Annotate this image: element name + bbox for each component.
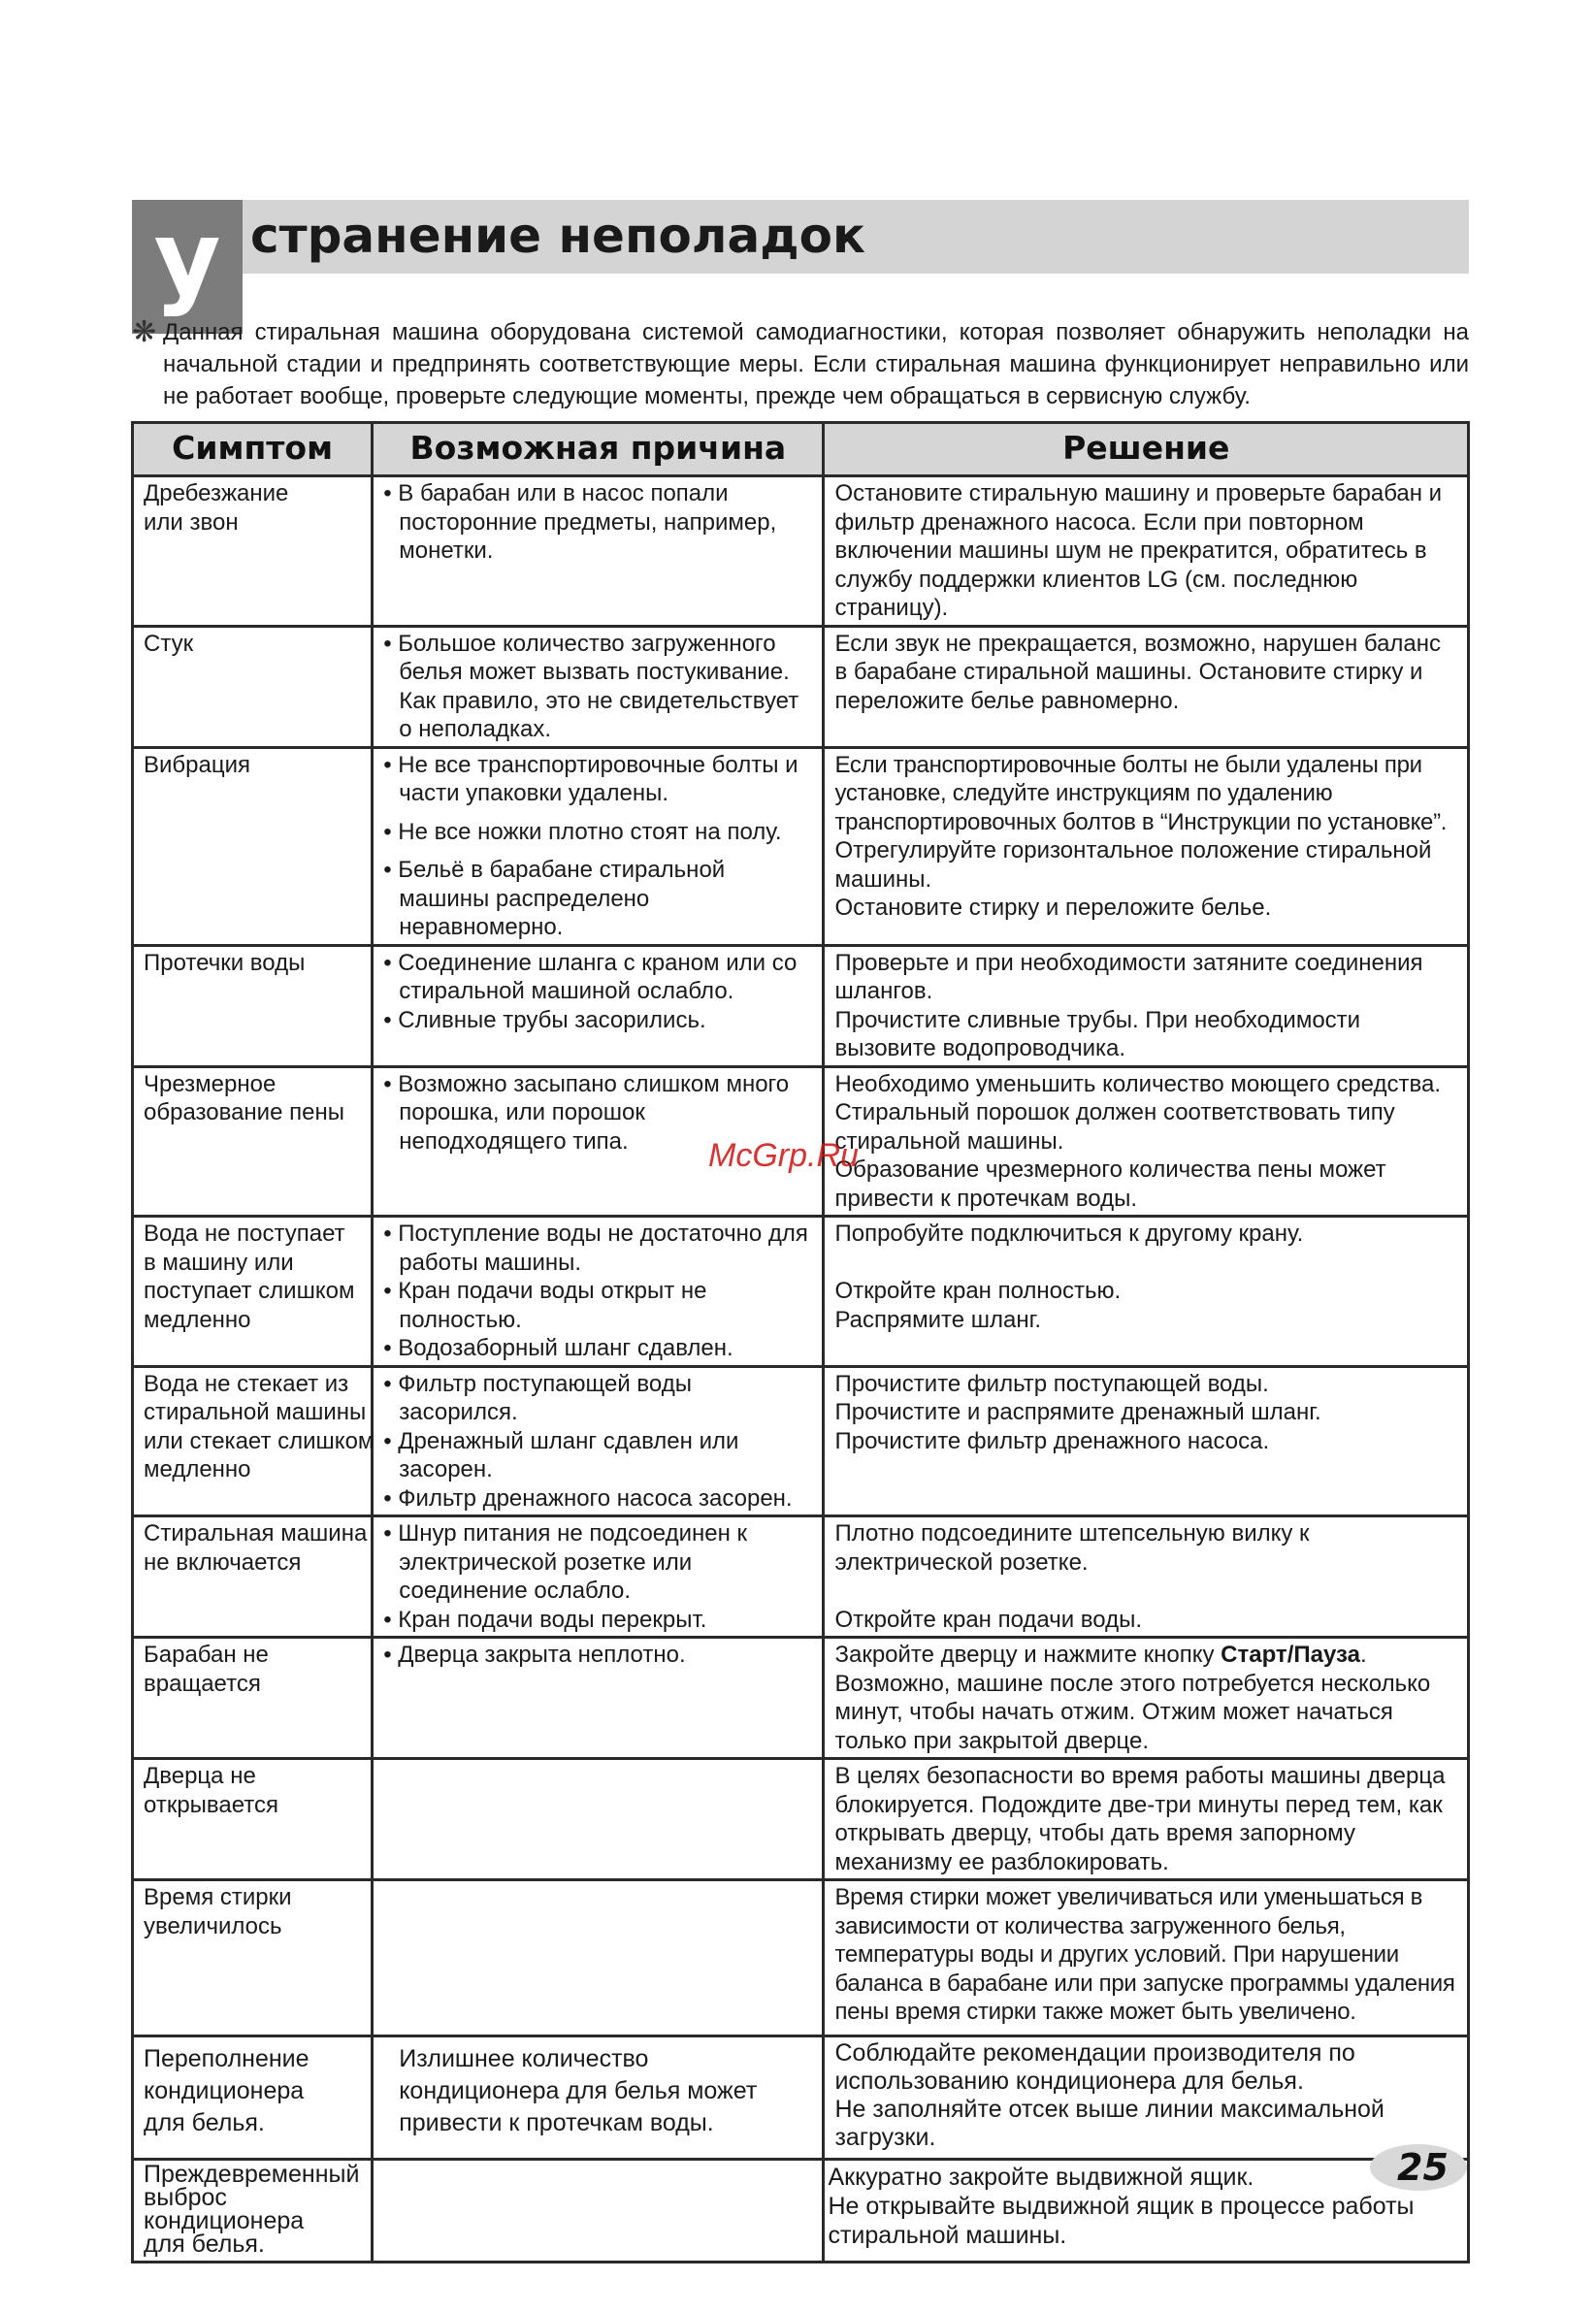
cause-cell	[373, 1217, 824, 1367]
symptom-text: Стук	[144, 630, 194, 657]
table-row	[133, 1759, 1469, 1880]
symptom-text: выброс	[144, 2184, 227, 2211]
solution-cell	[824, 476, 1469, 627]
table-row	[133, 1880, 1469, 2036]
table-row	[133, 747, 1469, 945]
cause-item: • Шнур питания не подсоединен к электрической розетке или соединение ослабло.	[383, 1520, 748, 1604]
cause-item: • Дренажный шланг сдавлен или засорен.	[383, 1427, 739, 1482]
symptom-cell	[133, 1759, 373, 1880]
symptom-text: в машину или	[144, 1249, 294, 1276]
symptom-text: Время стирки	[144, 1884, 292, 1910]
symptom-cell	[133, 1516, 373, 1638]
solution-text: Не открывайте выдвижной ящик в процессе работы стиральной машины.	[828, 2193, 1415, 2249]
intro-note	[132, 316, 1469, 412]
symptom-text: для белья.	[144, 2231, 265, 2258]
symptom-text: поступает слишком	[144, 1278, 355, 1304]
start-pause-label: Старт/Пауза	[1221, 1642, 1360, 1668]
solution-text: Время стирки может увеличиваться или уменьшаться в зависимости от количества загруженного белья, температуры воды и других условий. При нарушении баланса в барабане или при запуске программы удаления пены время стирки также может быть увеличено.	[834, 1884, 1455, 2025]
solution-text: В целях безопасности во время работы машины дверца блокируется. Подождите две-три минуты перед тем, как открывать дверцу, чтобы дать время запорному механизму ее разблокировать.	[834, 1763, 1446, 1875]
cause-cell	[373, 1516, 824, 1638]
symptom-text: Чрезмерное	[144, 1070, 277, 1097]
symptom-cell	[133, 1638, 373, 1759]
symptom-text: вращается	[144, 1670, 261, 1697]
solution-text: Попробуйте подключиться к другому крану.	[834, 1221, 1304, 1247]
cause-item: • Поступление воды не достаточно для работы машины.	[383, 1221, 808, 1276]
cause-item: • Фильтр поступающей воды засорился.	[383, 1370, 692, 1425]
solution-text: Не заполняйте отсек выше линии максимальной загрузки.	[834, 2096, 1384, 2151]
solution-text: Необходимо уменьшить количество моющего средства. Стиральный порошок должен соответствовать типу стиральной машины.	[834, 1070, 1441, 1155]
cause-item: • Сливные трубы засорились.	[383, 1006, 706, 1033]
symptom-text: Стиральная машина	[144, 1520, 368, 1547]
solution-cell	[824, 1217, 1469, 1367]
table-row	[133, 2160, 1469, 2263]
cause-item: • В барабан или в насос попали посторонние предметы, например, монетки.	[383, 480, 777, 564]
symptom-text: Переполнение	[144, 2045, 309, 2072]
table-row	[133, 1638, 1469, 1759]
solution-text	[834, 1641, 1457, 1670]
solution-cell	[824, 1516, 1469, 1638]
symptom-text: Вибрация	[144, 751, 251, 778]
cause-item: • Водозаборный шланг сдавлен.	[383, 1335, 733, 1361]
cause-cell	[373, 1880, 824, 2036]
cause-cell	[373, 1366, 824, 1516]
troubleshooting-table	[131, 421, 1470, 2263]
table-row	[133, 1217, 1469, 1367]
symptom-cell	[133, 1366, 373, 1516]
solution-text: Возможно, машине после этого потребуется несколько минут, чтобы начать отжим. Отжим может начаться только при закрытой дверце.	[834, 1670, 1431, 1754]
watermark: McGrp.Ru	[708, 1137, 859, 1174]
cause-item: • Кран подачи воды открыт не полностью.	[383, 1278, 707, 1333]
symptom-text: не включается	[144, 1548, 302, 1576]
symptom-text: или звон	[144, 508, 239, 536]
symptom-text: Вода не стекает из	[144, 1370, 349, 1397]
solution-spacer	[834, 1577, 1457, 1606]
symptom-text: открывается	[144, 1791, 279, 1818]
asterism-icon: ❋	[132, 316, 157, 348]
solution-cell	[824, 945, 1469, 1066]
symptom-cell	[133, 476, 373, 627]
cause-cell	[373, 626, 824, 747]
page-title: странение неполадок	[250, 208, 865, 264]
solution-text-prefix: Закройте дверцу и нажмите кнопку	[834, 1642, 1221, 1668]
solution-cell	[824, 747, 1469, 945]
header-symptom: Симптом	[133, 423, 373, 476]
solution-text: Аккуратно закройте выдвижной ящик.	[828, 2164, 1254, 2191]
solution-text: Откройте кран подачи воды.	[834, 1606, 1143, 1633]
symptom-text: увеличилось	[144, 1912, 282, 1939]
symptom-text: Вода не поступает	[144, 1221, 345, 1247]
table-row	[133, 1516, 1469, 1638]
symptom-cell	[133, 2160, 373, 2263]
cause-item: • Дверца закрыта неплотно.	[383, 1642, 686, 1668]
cause-item: • Большое количество загруженного белья может вызвать постукивание. Как правило, это не свидетельствует о неполадках.	[383, 630, 799, 742]
symptom-cell	[133, 626, 373, 747]
symptom-cell	[133, 1217, 373, 1367]
solution-cell	[824, 626, 1469, 747]
solution-spacer	[834, 1249, 1457, 1278]
solution-cell	[824, 1759, 1469, 1880]
solution-cell	[824, 1638, 1469, 1759]
symptom-cell	[133, 747, 373, 945]
solution-text: Прочистите сливные трубы. При необходимости вызовите водопроводчика.	[834, 1006, 1361, 1061]
table-row	[133, 1366, 1469, 1516]
solution-text: Если звук не прекращается, возможно, нарушен баланс в барабане стиральной машины. Остановите стирку и переложите белье равномерно.	[834, 630, 1442, 714]
symptom-cell	[133, 2036, 373, 2160]
solution-cell	[824, 1880, 1469, 2036]
solution-text: Распрямите шланг.	[834, 1306, 1042, 1333]
cause-cell	[373, 945, 824, 1066]
solution-text: Плотно подсоедините штепсельную вилку к электрической розетке.	[834, 1520, 1310, 1576]
solution-text: Если транспортировочные болты не были удалены при установке, следуйте инструкциям по удалению транспортировочных болтов в “Инструкции по установке”.	[834, 751, 1448, 835]
cause-item: • Фильтр дренажного насоса засорен.	[383, 1484, 793, 1512]
symptom-text: для белья.	[144, 2109, 265, 2136]
cause-cell	[373, 747, 824, 945]
solution-text: Прочистите фильтр дренажного насоса.	[834, 1427, 1270, 1454]
cause-item: • Не все транспортировочные болты и части упаковки удалены.	[383, 751, 798, 806]
solution-cell	[824, 1066, 1469, 1217]
intro-text: Данная стиральная машина оборудована системой самодиагностики, которая позволяет обнаружить неполадки на начальной стадии и предпринять соответствующие меры. Если стиральная машина функционирует неправильно или не работает вообще, проверьте следующие моменты, прежде чем обращаться в сервисную службу.	[163, 319, 1469, 409]
header-cause: Возможная причина	[373, 423, 824, 476]
cause-item: • Не все ножки плотно стоят на полу.	[383, 818, 782, 845]
symptom-cell	[133, 1066, 373, 1217]
symptom-text: медленно	[144, 1456, 251, 1482]
symptom-text: образование пены	[144, 1099, 344, 1125]
table-row	[133, 476, 1469, 627]
symptom-text: стиральной машины	[144, 1399, 367, 1425]
table-row	[133, 626, 1469, 747]
cause-item: • Кран подачи воды перекрыт.	[383, 1606, 707, 1633]
solution-cell	[824, 1366, 1469, 1516]
symptom-cell	[133, 945, 373, 1066]
solution-text-suffix: .	[1359, 1642, 1367, 1668]
table-row	[133, 2036, 1469, 2160]
cause-cell	[373, 2036, 824, 2160]
solution-text: Образование чрезмерного количества пены может привести к протечкам воды.	[834, 1156, 1386, 1212]
solution-text: Остановите стирку и переложите белье.	[834, 895, 1272, 921]
solution-text: Проверьте и при необходимости затяните соединения шлангов.	[834, 949, 1423, 1004]
table-row	[133, 945, 1469, 1066]
header-initial-letter: у	[132, 200, 243, 334]
symptom-text: кондиционера	[144, 2077, 305, 2104]
cause-cell	[373, 2160, 824, 2263]
solution-text: Откройте кран полностью.	[834, 1278, 1122, 1304]
cause-cell	[373, 1638, 824, 1759]
cause-item: Излишнее количество кондиционера для белья может привести к протечкам воды.	[399, 2045, 758, 2136]
solution-text: Отрегулируйте горизонтальное положение стиральной машины.	[834, 837, 1432, 893]
solution-text: Остановите стиральную машину и проверьте барабан и фильтр дренажного насоса. Если при повторном включении машины шум не прекратится, обратитесь в службу поддержки клиентов LG (см. последнюю страницу).	[834, 480, 1443, 621]
cause-item: • Соединение шланга с краном или со стиральной машиной ослабло.	[383, 949, 798, 1004]
table-header-row	[133, 423, 1469, 476]
symptom-text: Дребезжание	[144, 480, 289, 506]
cause-cell	[373, 1759, 824, 1880]
symptom-text: Протечки воды	[144, 949, 306, 976]
symptom-text: или стекает слишком	[144, 1427, 375, 1454]
symptom-text: Дверца не	[144, 1763, 256, 1789]
header-solution: Решение	[824, 423, 1469, 476]
symptom-cell	[133, 1880, 373, 2036]
symptom-text: кондиционера	[144, 2207, 305, 2234]
cause-item: • Бельё в барабане стиральной машины распределено неравномерно.	[383, 857, 726, 940]
symptom-text: Барабан не	[144, 1642, 269, 1668]
symptom-text: медленно	[144, 1306, 251, 1333]
cause-cell	[373, 476, 824, 627]
section-header	[132, 200, 1469, 334]
symptom-text: Преждевременный	[144, 2161, 360, 2188]
solution-text: Прочистите фильтр поступающей воды.	[834, 1370, 1269, 1397]
page-number: 25	[1397, 2146, 1449, 2189]
cause-item: • Возможно засыпано слишком много порошка, или порошок неподходящего типа.	[383, 1070, 790, 1155]
solution-cell	[824, 2036, 1469, 2160]
solution-text: Прочистите и распрямите дренажный шланг.	[834, 1399, 1321, 1425]
solution-text: Соблюдайте рекомендации производителя по использованию кондиционера для белья.	[834, 2039, 1355, 2095]
